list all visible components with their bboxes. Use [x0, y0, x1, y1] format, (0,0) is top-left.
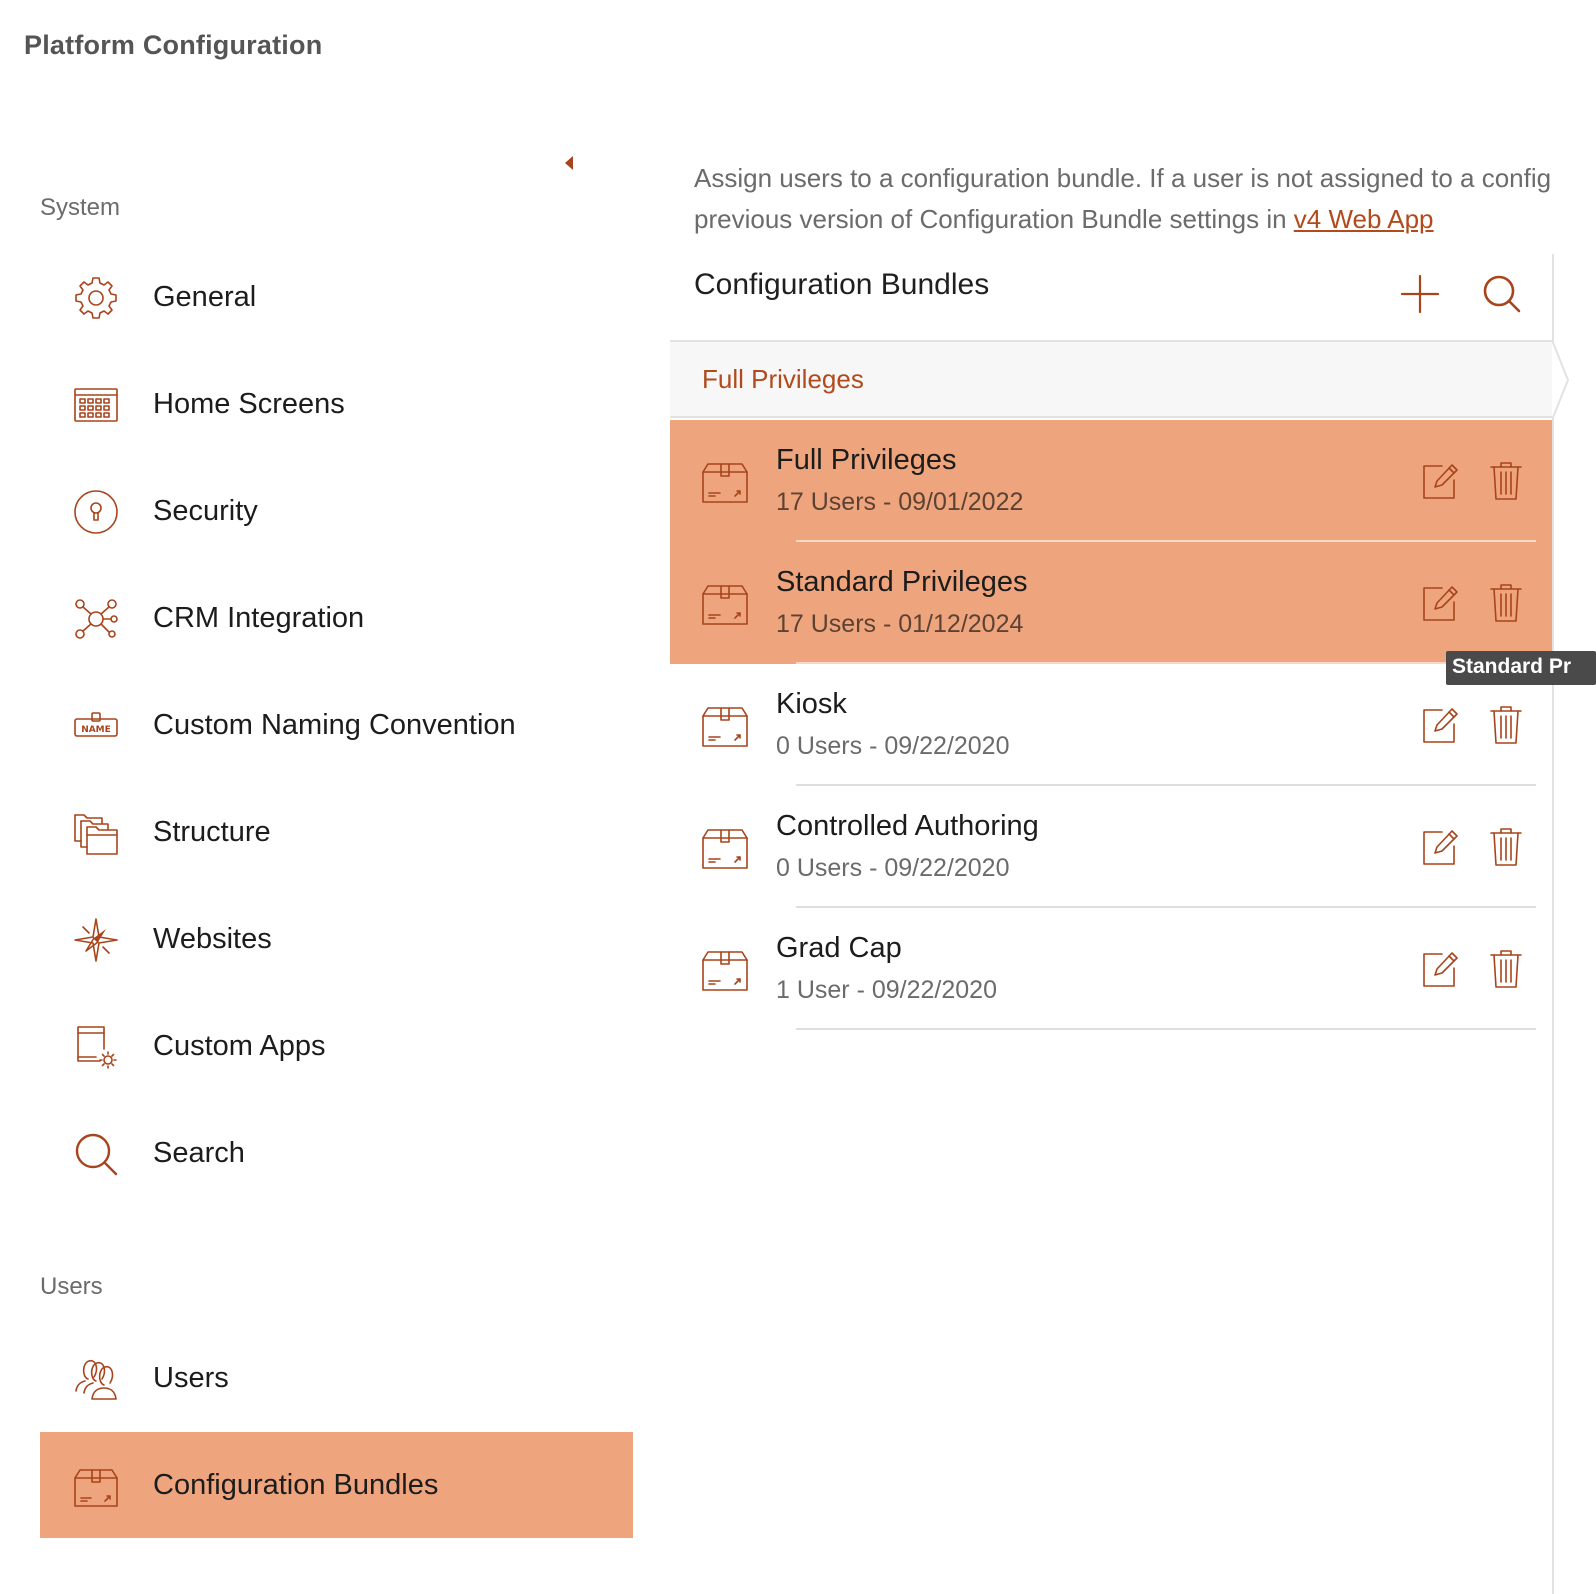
sidebar-item-label: Structure: [153, 815, 271, 848]
main-panel: [670, 0, 1596, 1594]
bundle-name: Kiosk: [776, 688, 847, 720]
search-bundles-button[interactable]: [1480, 272, 1524, 316]
add-bundle-button[interactable]: [1398, 272, 1442, 316]
box-icon: [700, 824, 750, 872]
edit-icon[interactable]: [1418, 704, 1460, 746]
users-icon: [72, 1355, 120, 1403]
trash-icon[interactable]: [1488, 460, 1524, 502]
trash-icon[interactable]: [1488, 582, 1524, 624]
sidebar-item-label: Search: [153, 1136, 245, 1169]
sidebar-item-label: Custom Naming Convention: [153, 708, 516, 741]
name-tag-icon: [72, 702, 120, 750]
description-line-2-text: previous version of Configuration Bundle settings in: [694, 204, 1294, 234]
bundle-meta: 1 User - 09/22/2020: [776, 976, 997, 1004]
sidebar-item-label: Security: [153, 494, 258, 527]
sidebar-item-users[interactable]: [40, 1325, 633, 1431]
group-header-label: Full Privileges: [702, 364, 864, 394]
folders-icon: [72, 809, 120, 857]
edit-icon[interactable]: [1418, 948, 1460, 990]
bundle-row[interactable]: [670, 908, 1552, 1030]
trash-icon[interactable]: [1488, 704, 1524, 746]
sidebar-item-label: Users: [153, 1361, 229, 1394]
v4-web-app-link[interactable]: v4 Web App: [1293, 204, 1434, 234]
box-icon: [700, 946, 750, 994]
expand-arrow-icon: [1552, 340, 1572, 420]
bundle-meta: 17 Users - 09/01/2022: [776, 488, 1024, 516]
box-icon: [700, 702, 750, 750]
sidebar-item-custom-apps[interactable]: [40, 993, 633, 1099]
group-header[interactable]: [670, 342, 1554, 418]
home-screens-icon: [72, 381, 120, 429]
bundle-row[interactable]: [670, 664, 1552, 786]
edit-icon[interactable]: [1418, 582, 1460, 624]
compass-icon: [72, 916, 120, 964]
sidebar-item-crm-integration[interactable]: [40, 565, 633, 671]
sidebar-item-label: Custom Apps: [153, 1029, 326, 1062]
bundle-row[interactable]: [670, 420, 1552, 542]
lock-icon: [72, 488, 120, 536]
section-title-system: System: [40, 194, 121, 221]
edit-icon[interactable]: [1418, 460, 1460, 502]
section-title-users: Users: [40, 1273, 103, 1300]
sidebar-item-label: Home Screens: [153, 387, 345, 420]
bundle-name: Grad Cap: [776, 932, 902, 964]
app-settings-icon: [72, 1023, 120, 1071]
sidebar-item-home-screens[interactable]: [40, 351, 633, 457]
bundle-name: Controlled Authoring: [776, 810, 1039, 842]
sidebar-item-custom-naming-convention[interactable]: [40, 672, 633, 778]
trash-icon[interactable]: [1488, 948, 1524, 990]
app-title: Platform Configuration: [24, 30, 323, 60]
bundle-name: Full Privileges: [776, 444, 957, 476]
bundle-row[interactable]: [670, 542, 1552, 664]
bundle-row[interactable]: [670, 786, 1552, 908]
search-icon: [72, 1130, 120, 1178]
sidebar-item-configuration-bundles[interactable]: [40, 1432, 633, 1538]
box-icon: [700, 580, 750, 628]
edit-icon[interactable]: [1418, 826, 1460, 868]
sidebar-item-general[interactable]: [40, 244, 633, 350]
sidebar-item-label: CRM Integration: [153, 601, 365, 634]
box-icon: [700, 458, 750, 506]
sidebar-item-websites[interactable]: [40, 886, 633, 992]
trash-icon[interactable]: [1488, 826, 1524, 868]
network-icon: [72, 595, 120, 643]
description-line-1: Assign users to a configuration bundle. If a user is not assigned to a config: [694, 163, 1552, 193]
bundle-name: Standard Privileges: [776, 566, 1028, 598]
tooltip: Standard Pr: [1446, 651, 1596, 685]
box-icon: [72, 1462, 120, 1510]
bundle-meta: 0 Users - 09/22/2020: [776, 732, 1010, 760]
row-divider: [796, 1028, 1536, 1030]
panel-title: Configuration Bundles: [694, 268, 990, 301]
gear-icon: [72, 274, 120, 322]
collapse-sidebar-icon[interactable]: [562, 154, 576, 172]
panel-divider: [1552, 254, 1554, 1594]
sidebar-item-label: Websites: [153, 922, 272, 955]
bundle-meta: 0 Users - 09/22/2020: [776, 854, 1010, 882]
sidebar-item-security[interactable]: [40, 458, 633, 564]
description-line-2: [694, 199, 1596, 240]
bundle-meta: 17 Users - 01/12/2024: [776, 610, 1024, 638]
svg-text:NAME: NAME: [81, 725, 111, 735]
sidebar-item-search[interactable]: [40, 1100, 633, 1206]
sidebar-item-structure[interactable]: [40, 779, 633, 885]
description: [694, 158, 1596, 240]
sidebar-item-label: General: [153, 280, 257, 313]
sidebar-item-label: Configuration Bundles: [153, 1468, 439, 1501]
